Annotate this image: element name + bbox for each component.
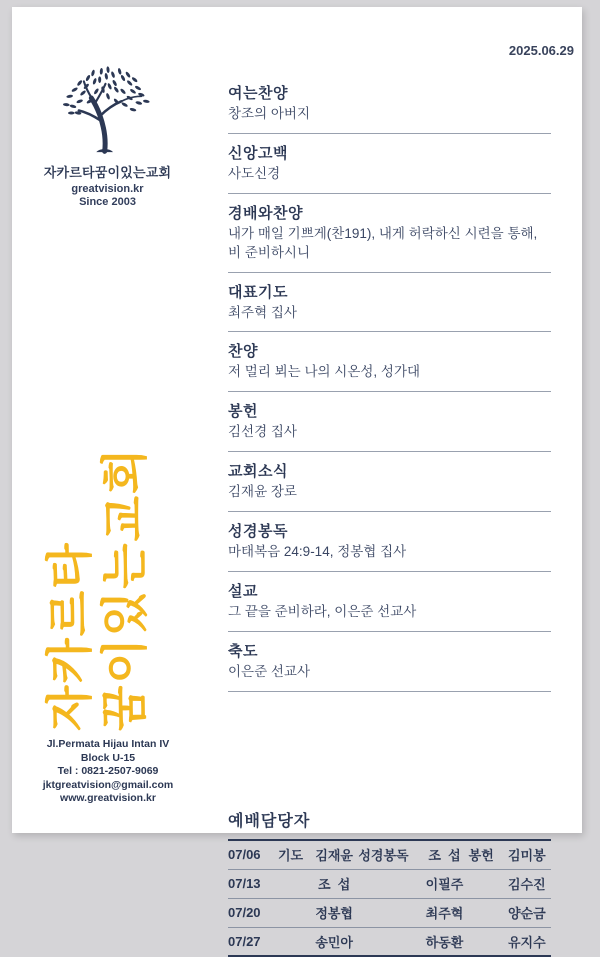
worship-item-title: 봉헌 <box>228 403 258 421</box>
worship-item-detail: 저 멀리 뵈는 나의 시온성, 성가대 <box>228 364 421 380</box>
worship-item-title: 찬양 <box>228 343 258 361</box>
address-line1: Jl.Permata Hijau Intan IV <box>46 738 170 750</box>
assignment-row <box>228 841 551 870</box>
worship-item-detail: 김재윤 장로 <box>228 484 297 500</box>
email-address: jktgreatvision@gmail.com <box>42 778 174 791</box>
assignment-name-scripture-cell: 하동환 <box>425 934 464 950</box>
assignment-role-prayer-cell: 기도 <box>278 848 304 864</box>
assignment-date-cell: 07/20 <box>228 905 261 921</box>
wordmark-line1: 자카르타 <box>43 541 96 731</box>
assignment-date-cell: 07/13 <box>228 876 261 892</box>
tree-icon <box>58 63 158 158</box>
worship-item <box>228 572 551 632</box>
assignment-date-cell: 07/06 <box>228 847 261 863</box>
assignment-name-offering-cell: 유지수 <box>507 934 546 950</box>
worship-item <box>228 134 551 194</box>
worship-item <box>228 392 551 452</box>
logo-name-city: 자카르타 <box>43 165 95 180</box>
main-column <box>228 43 574 957</box>
bulletin-page <box>12 7 582 950</box>
assignment-row <box>228 928 551 957</box>
assignment-name-offering-cell: 양순금 <box>507 906 546 922</box>
worship-item <box>228 632 551 692</box>
assignment-name-offering-cell: 김미봉 <box>507 848 546 864</box>
assignment-name-scripture-cell: 최주혁 <box>425 906 464 922</box>
logo-website: greatvision.kr <box>71 183 144 195</box>
worship-item-title: 경배와찬양 <box>228 204 303 222</box>
service-date: 2025.06.29 <box>508 43 574 58</box>
assignment-name-scripture-cell: 이필주 <box>425 877 464 893</box>
worship-order-list <box>228 78 551 692</box>
worship-item-title: 설교 <box>228 583 258 601</box>
logo-name-church: 꿈이있는교회 <box>94 165 172 180</box>
assignments-section <box>228 808 551 957</box>
assignment-row <box>228 899 551 928</box>
worship-item-detail: 이은준 선교사 <box>228 663 310 679</box>
vertical-wordmark <box>42 427 156 731</box>
assignment-name-prayer-cell: 송민아 <box>315 934 353 950</box>
worship-item <box>228 332 551 392</box>
church-logo <box>30 63 185 208</box>
assignments-title: 예배담당자 <box>228 808 551 841</box>
address-line2: Block U-15 <box>80 751 136 764</box>
assignment-name-prayer-cell: 조 섭 <box>317 877 351 893</box>
assignment-date-cell: 07/27 <box>228 933 261 949</box>
worship-item <box>228 78 551 134</box>
worship-item-detail: 사도신경 <box>228 165 281 181</box>
worship-item-detail: 그 끝을 준비하라, 이은준 선교사 <box>228 604 417 620</box>
wordmark-line2: 꿈이있는교회 <box>98 446 151 731</box>
worship-item-title: 교회소식 <box>228 463 288 481</box>
worship-item <box>228 452 551 512</box>
worship-item-title: 축도 <box>228 642 258 660</box>
worship-item <box>228 273 551 333</box>
worship-item <box>228 194 551 273</box>
worship-item-detail: 내가 매일 기쁘게(찬191), 내게 허락하신 시련을 통해, 비 준비하시니 <box>228 225 538 260</box>
worship-item-title: 성경봉독 <box>228 523 288 541</box>
worship-item <box>228 512 551 572</box>
worship-item-detail: 마태복음 24:9-14, 정봉협 집사 <box>228 544 407 560</box>
worship-item-detail: 최주혁 집사 <box>228 304 297 320</box>
worship-item-title: 대표기도 <box>228 283 288 301</box>
contact-info <box>22 738 194 806</box>
assignment-name-prayer-cell: 김재윤 <box>315 848 353 864</box>
website-url: www.greatvision.kr <box>60 792 156 804</box>
assignment-name-prayer-cell: 정봉협 <box>315 906 353 922</box>
assignment-role-offering-cell: 봉헌 <box>468 848 494 864</box>
logo-since: Since 2003 <box>79 196 136 208</box>
assignment-name-scripture-cell: 조 섭 <box>428 848 461 864</box>
assignment-row <box>228 870 551 899</box>
worship-item-title: 신앙고백 <box>228 144 288 162</box>
assignments-table <box>228 841 551 957</box>
worship-item-detail: 창조의 아버지 <box>228 106 310 121</box>
logo-church-name <box>30 162 185 181</box>
assignment-name-offering-cell: 김수진 <box>507 877 546 893</box>
worship-item-detail: 김선경 집사 <box>228 424 297 440</box>
worship-item-title: 여는찬양 <box>228 85 288 102</box>
phone-number: Tel : 0821-2507-9069 <box>57 765 159 777</box>
assignment-role-scripture-cell: 성경봉독 <box>358 848 409 864</box>
